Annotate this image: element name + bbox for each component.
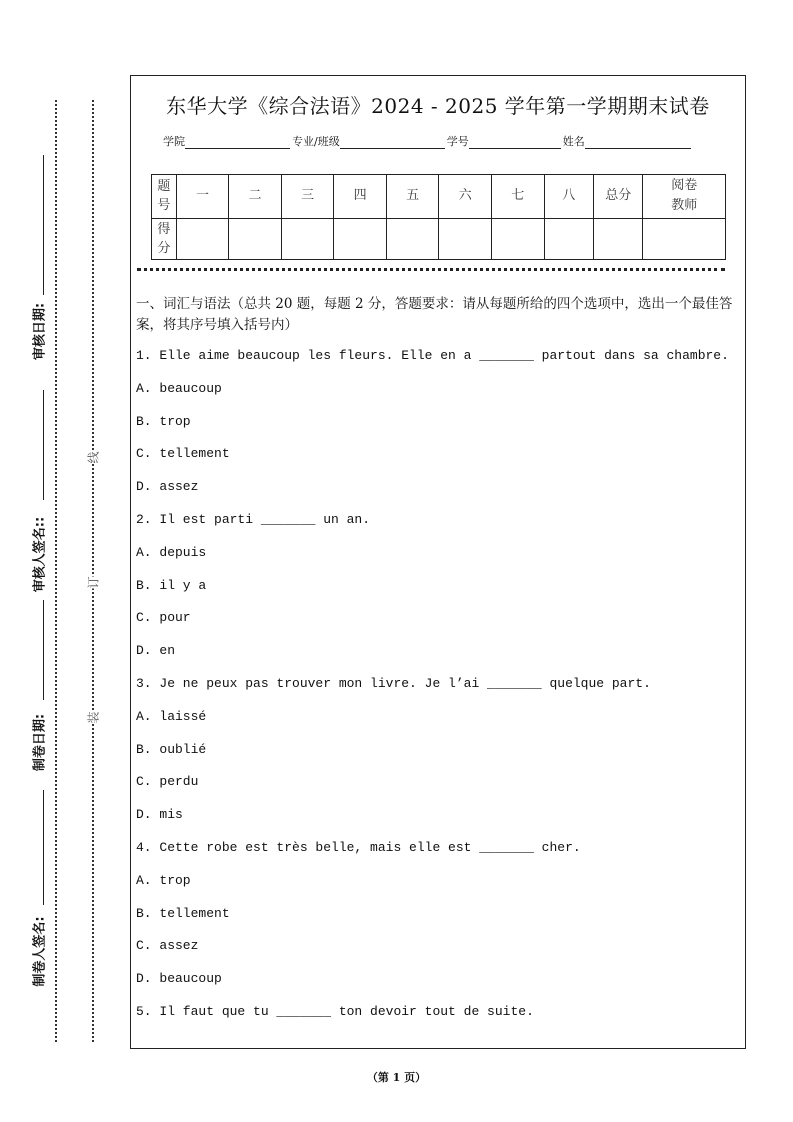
answer-option[interactable]: D. en bbox=[136, 643, 176, 659]
major-class-field[interactable] bbox=[340, 137, 445, 149]
answer-option[interactable]: C. tellement bbox=[136, 446, 230, 462]
score-cell[interactable] bbox=[594, 218, 643, 259]
question-text: 4. Cette robe est très belle, mais elle est _______ cher. bbox=[136, 840, 581, 855]
score-cell[interactable] bbox=[492, 218, 545, 259]
binding-mark-line: 线 bbox=[83, 451, 104, 463]
question-text: 2. Il est parti _______ un an. bbox=[136, 512, 371, 527]
exam-page bbox=[130, 75, 746, 1049]
question-number-header: 题号 bbox=[152, 175, 177, 219]
question-text: 1. Elle aime beaucoup les fleurs. Elle en a _______ partout dans sa chambre. bbox=[136, 348, 729, 363]
question-text: 5. Il faut que tu _______ ton devoir tout de suite. bbox=[136, 1004, 534, 1019]
signature-underline bbox=[43, 790, 44, 905]
answer-option[interactable]: C. pour bbox=[136, 610, 191, 626]
binding-mark-staple: 订 bbox=[83, 576, 104, 588]
col-header: 七 bbox=[492, 175, 545, 219]
score-cell[interactable] bbox=[386, 218, 439, 259]
col-header: 一 bbox=[176, 175, 229, 219]
student-id-label: 学号 bbox=[446, 135, 469, 148]
answer-option[interactable]: B. oublié bbox=[136, 741, 207, 757]
major-class-label: 专业/班级 bbox=[292, 135, 340, 148]
answer-option[interactable]: A. depuis bbox=[136, 544, 207, 560]
col-header: 五 bbox=[386, 175, 439, 219]
signature-underline bbox=[43, 390, 44, 500]
score-cell[interactable] bbox=[229, 218, 282, 259]
answer-option[interactable]: B. trop bbox=[136, 413, 191, 429]
col-header: 二 bbox=[229, 175, 282, 219]
question-text: 3. Je ne peux pas trouver mon livre. Je l’ai _______ quelque part. bbox=[136, 676, 651, 691]
binding-mark-bind: 装 bbox=[83, 711, 104, 723]
answer-option[interactable]: A. beaucoup bbox=[136, 380, 222, 396]
col-header: 八 bbox=[544, 175, 593, 219]
score-table bbox=[151, 174, 726, 260]
student-info-line bbox=[163, 133, 693, 149]
col-header: 阅卷教师 bbox=[643, 175, 726, 219]
answer-option[interactable]: D. mis bbox=[136, 807, 183, 823]
name-label: 姓名 bbox=[562, 135, 585, 148]
col-header: 六 bbox=[439, 175, 492, 219]
score-cell[interactable] bbox=[439, 218, 492, 259]
signature-underline bbox=[43, 600, 44, 700]
answer-option[interactable]: A. trop bbox=[136, 872, 191, 888]
answer-option[interactable]: B. tellement bbox=[136, 905, 230, 921]
name-field[interactable] bbox=[585, 137, 691, 149]
score-row-header: 得分 bbox=[152, 218, 177, 259]
col-header: 三 bbox=[281, 175, 334, 219]
answer-option[interactable]: C. perdu bbox=[136, 774, 199, 790]
paper-maker-signature-label: 制卷人签名: bbox=[32, 916, 48, 987]
binding-line-outer bbox=[55, 100, 57, 1042]
score-cell[interactable] bbox=[281, 218, 334, 259]
paper-date-label: 制卷日期: bbox=[32, 713, 48, 772]
answer-option[interactable]: D. assez bbox=[136, 479, 199, 495]
exam-title: 东华大学《综合法语》2024 - 2025 学年第一学期期末试卷 bbox=[166, 94, 710, 118]
reviewer-signature-label: 审核人签名:: bbox=[32, 516, 48, 593]
score-cell[interactable] bbox=[643, 218, 726, 259]
col-header: 总分 bbox=[594, 175, 643, 219]
binding-line-inner bbox=[92, 100, 94, 1042]
review-date-label: 审核日期: bbox=[32, 302, 48, 361]
section-heading: 一、词汇与语法（总共 20 题，每题 2 分，答题要求：请从每题所给的四个选项中，选出一个最佳答案，将其序号填入括号内） bbox=[136, 296, 733, 333]
college-field[interactable] bbox=[185, 137, 290, 149]
answer-option[interactable]: B. il y a bbox=[136, 577, 207, 593]
col-header: 四 bbox=[334, 175, 387, 219]
answer-option[interactable]: D. beaucoup bbox=[136, 971, 222, 987]
section-divider bbox=[137, 268, 725, 271]
score-cell[interactable] bbox=[544, 218, 593, 259]
score-cell[interactable] bbox=[334, 218, 387, 259]
answer-option[interactable]: C. assez bbox=[136, 938, 199, 954]
score-cell[interactable] bbox=[176, 218, 229, 259]
college-label: 学院 bbox=[163, 135, 185, 148]
signature-underline bbox=[43, 155, 44, 295]
page-footer: （第 1 页） bbox=[366, 1071, 427, 1084]
student-id-field[interactable] bbox=[469, 137, 561, 149]
answer-option[interactable]: A. laissé bbox=[136, 708, 207, 724]
